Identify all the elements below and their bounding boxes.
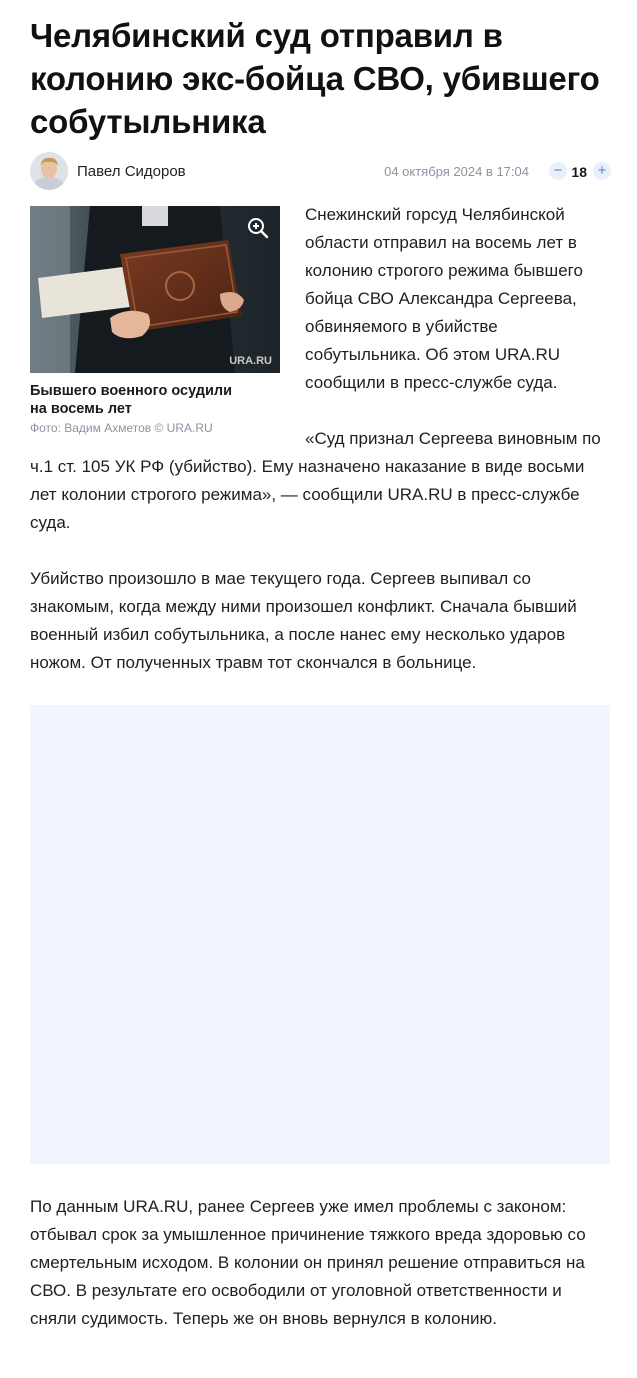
author-avatar[interactable] [30,152,68,190]
court-photo-image [30,206,280,373]
article-photo[interactable] [30,206,280,373]
article-title: Челябинский суд отправил в колонию экс-бойца СВО, убившего собутыльника [30,17,600,140]
avatar-photo [30,152,68,190]
ad-placeholder [30,705,610,1164]
photo-credit: Фото: Вадим Ахметов © URA.RU [30,421,213,435]
article-paragraph-2: «Суд признал Сергеева виновным по ч.1 ст. 105 УК РФ (убийство). Ему назначено наказание в виде восьми лет колонии строгого режима», — сообщили URA.RU в пресс-службе суда. [30,429,601,532]
vote-down-button[interactable]: − [549,162,567,180]
rating-count: 18 [571,164,587,180]
author-name[interactable]: Павел Сидоров [77,163,186,180]
publish-date: 04 октября 2024 в 17:04 [384,164,529,179]
article-figure [30,206,280,435]
photo-caption: Бывшего военного осудили на восемь лет [30,383,233,417]
photo-watermark: URA.RU [229,355,272,367]
vote-up-button[interactable]: + [593,162,611,180]
article-paragraph-4: По данным URA.RU, ранее Сергеев уже имел проблемы с законом: отбывал срок за умышленное причинение тяжкого вреда здоровью со смертельным исходом. В колонии он принял решение отправиться на СВО. В результате его освободили от уголовной ответственности и сняли судимость. Теперь же он вновь вернулся в колонию. [30,1197,586,1328]
article-paragraph-1: Снежинский горсуд Челябинской области отправил на восемь лет в колонию строгого режима бывшего бойца СВО Александра Сергеева, обвиняемого в убийстве собутыльника. Об этом URA.RU сообщили в пресс-службе суда. [305,205,583,392]
zoom-in-icon[interactable] [246,216,270,240]
article-meta [30,152,611,192]
article-paragraph-3: Убийство произошло в мае текущего года. Сергеев выпивал со знакомым, когда между ними произошел конфликт. Сначала бывший военный избил собутыльника, а после нанес ему несколько ударов ножом. От полученных травм тот скончался в больнице. [30,569,577,672]
